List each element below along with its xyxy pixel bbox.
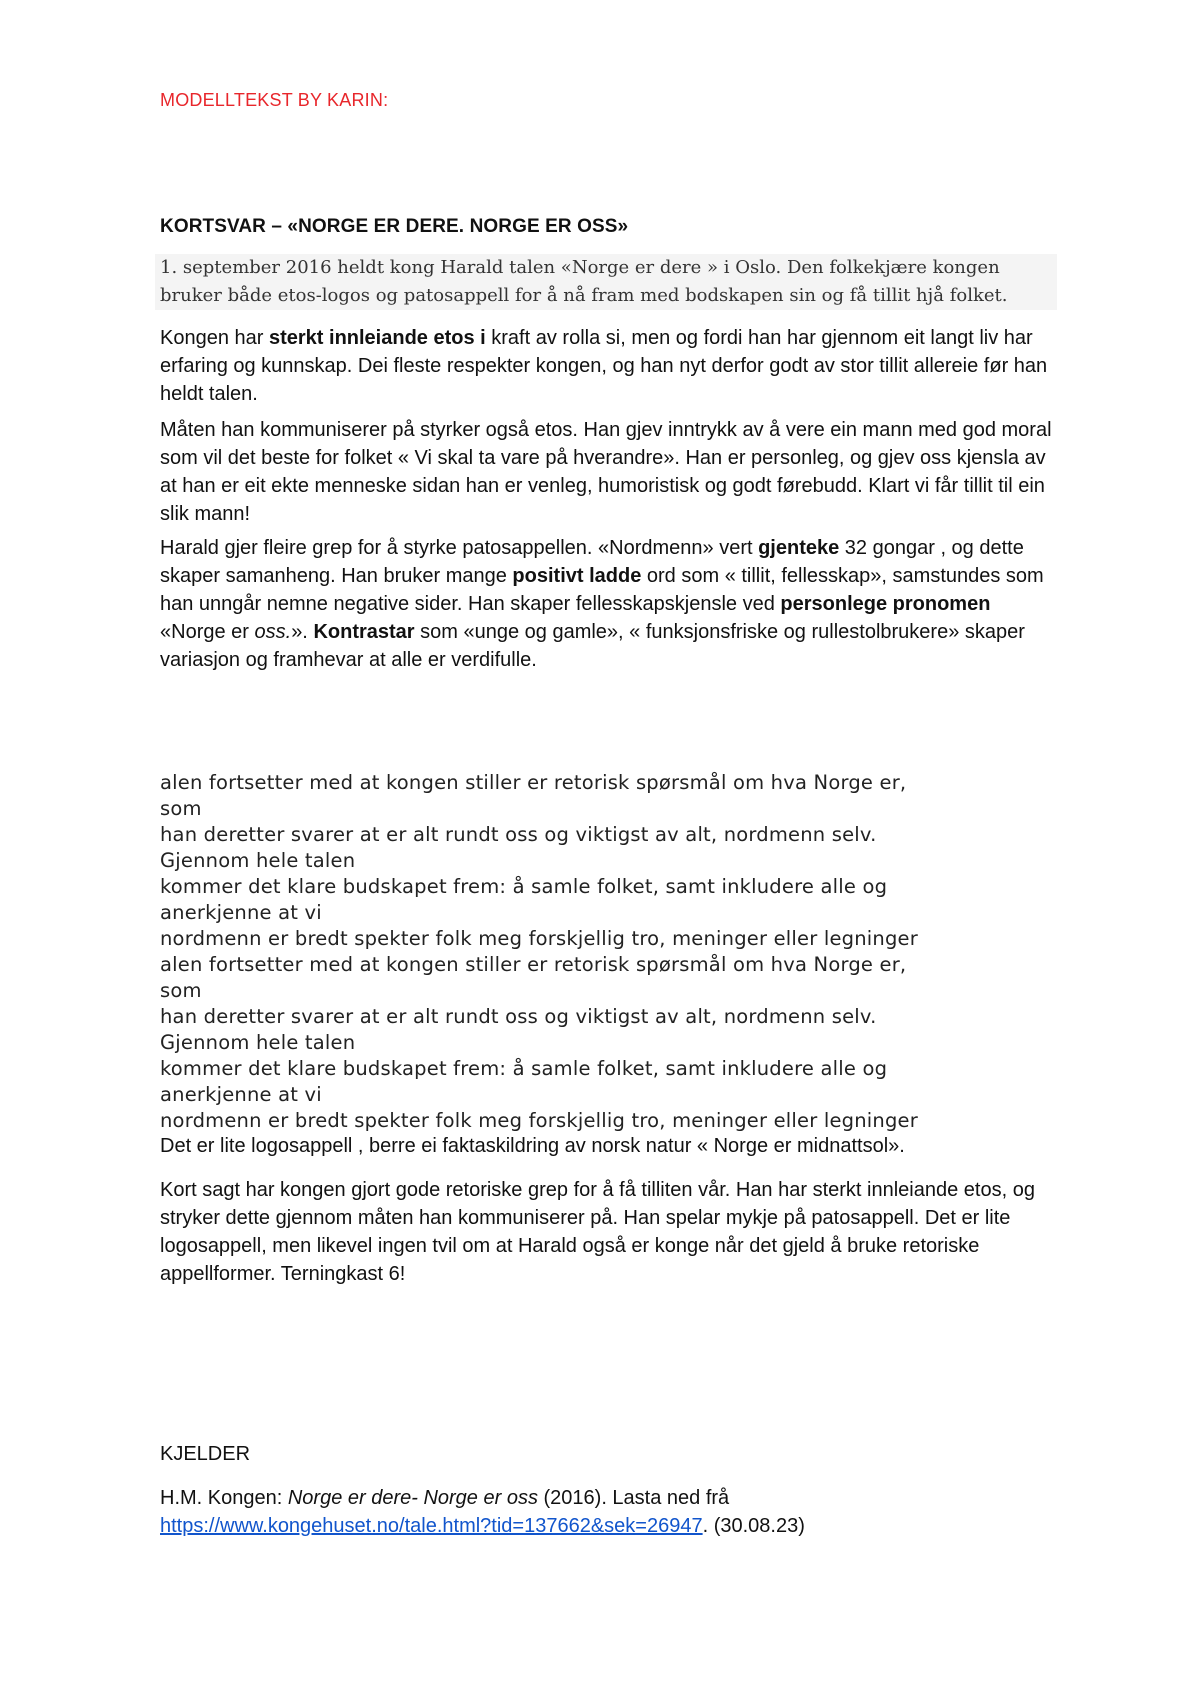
- source-year: (2016). Lasta ned frå: [537, 1487, 730, 1509]
- pasted-line: nordmenn er bredt spekter folk meg forskjellig tro, meninger eller legninger: [160, 1109, 918, 1132]
- text-run: 32 gongar , og dette skaper samanheng. Han bruker mange: [160, 537, 1024, 587]
- text-run: ord som « tillit, fellesskap», samstundes som han unngår nemne negative sider. Han skaper fellesskapskjensle ved: [160, 565, 1044, 615]
- model-text-label: MODELLTEKST BY KARIN:: [160, 90, 389, 110]
- text-run: ».: [291, 621, 314, 643]
- pasted-line: nordmenn er bredt spekter folk meg forskjellig tro, meninger eller legninger: [160, 927, 918, 950]
- source-entry: [160, 1484, 1060, 1540]
- pasted-line: Gjennom hele talen: [160, 1031, 356, 1054]
- source-work: Norge er dere- Norge er oss: [287, 1487, 538, 1509]
- pasted-line: han deretter svarer at er alt rundt oss og viktigst av alt, nordmenn selv.: [160, 823, 877, 846]
- paragraph-etos: [160, 324, 1060, 408]
- sources-heading: KJELDER: [160, 1443, 251, 1465]
- bold-run: gjenteke: [758, 537, 840, 559]
- bold-run: personlege pronomen: [780, 593, 991, 615]
- pasted-line: anerkjenne at vi: [160, 901, 322, 924]
- text-run: kraft av rolla si, men og fordi han har gjennom eit langt liv har erfaring og kunnskap. Dei fleste respekter kongen, og han nyt derfor godt av stor tillit allereie før han heldt talen.: [160, 327, 1048, 405]
- pasted-line: kommer det klare budskapet frem: å samle folket, samt inkludere alle og: [160, 875, 888, 898]
- source-author: H.M. Kongen:: [160, 1487, 288, 1509]
- source-accessed: . (30.08.23): [702, 1515, 805, 1537]
- bold-run: sterkt innleiande etos i: [268, 327, 486, 349]
- bold-run: positivt ladde: [512, 565, 642, 587]
- pasted-line: Gjennom hele talen: [160, 849, 356, 872]
- text-run: som «unge og gamle», « funksjonsfriske og rullestolbrukere» skaper variasjon og framhevar at alle er verdifulle.: [160, 621, 1025, 671]
- text-run: «Norge er: [160, 621, 255, 643]
- logos-line: Det er lite logosappell , berre ei faktaskildring av norsk natur « Norge er midnattsol».: [160, 1135, 905, 1157]
- pasted-line: anerkjenne at vi: [160, 1083, 322, 1106]
- italic-run: oss.: [254, 621, 292, 643]
- pasted-line: kommer det klare budskapet frem: å samle folket, samt inkludere alle og: [160, 1057, 888, 1080]
- document-title: KORTSVAR – «NORGE ER DERE. NORGE ER OSS»: [160, 216, 629, 237]
- paragraph-patos: [160, 534, 1060, 674]
- bold-run: Kontrastar: [313, 621, 415, 643]
- pasted-line: som: [160, 979, 202, 1002]
- pasted-line: alen fortsetter med at kongen stiller er retorisk spørsmål om hva Norge er,: [160, 953, 907, 976]
- intro-paragraph: 1. september 2016 heldt kong Harald talen «Norge er dere » i Oslo. Den folkekjære kongen bruker både etos-logos og patosappell for å nå fram med bodskapen sin og få tillit hjå folket.: [155, 254, 1057, 310]
- text-run: Kongen har: [160, 327, 269, 349]
- pasted-line: alen fortsetter med at kongen stiller er retorisk spørsmål om hva Norge er,: [160, 771, 907, 794]
- pasted-line: som: [160, 797, 202, 820]
- pasted-text-block: [160, 770, 1060, 1134]
- paragraph-communication: Måten han kommuniserer på styrker også etos. Han gjev inntrykk av å vere ein mann med god moral som vil det beste for folket « Vi skal ta vare på hverandre». Han er personleg, og gjev oss kjensla av at han er eit ekte menneske sidan han er venleg, humoristisk og godt førebudd. Klart vi får tillit til ein slik mann!: [160, 419, 1052, 525]
- text-run: Harald gjer fleire grep for å styrke patosappellen. «Nordmenn» vert: [160, 537, 759, 559]
- source-link[interactable]: https://www.kongehuset.no/tale.html?tid=137662&sek=26947: [160, 1515, 703, 1537]
- paragraph-conclusion: Kort sagt har kongen gjort gode retoriske grep for å få tilliten vår. Han har sterkt innleiande etos, og stryker dette gjennom måten han kommuniserer på. Han spelar mykje på patosappell. Det er lite logosappell, men likevel ingen tvil om at Harald også er konge når det gjeld å bruke retoriske appellformer. Terningkast 6!: [160, 1179, 1035, 1285]
- pasted-line: han deretter svarer at er alt rundt oss og viktigst av alt, nordmenn selv.: [160, 1005, 877, 1028]
